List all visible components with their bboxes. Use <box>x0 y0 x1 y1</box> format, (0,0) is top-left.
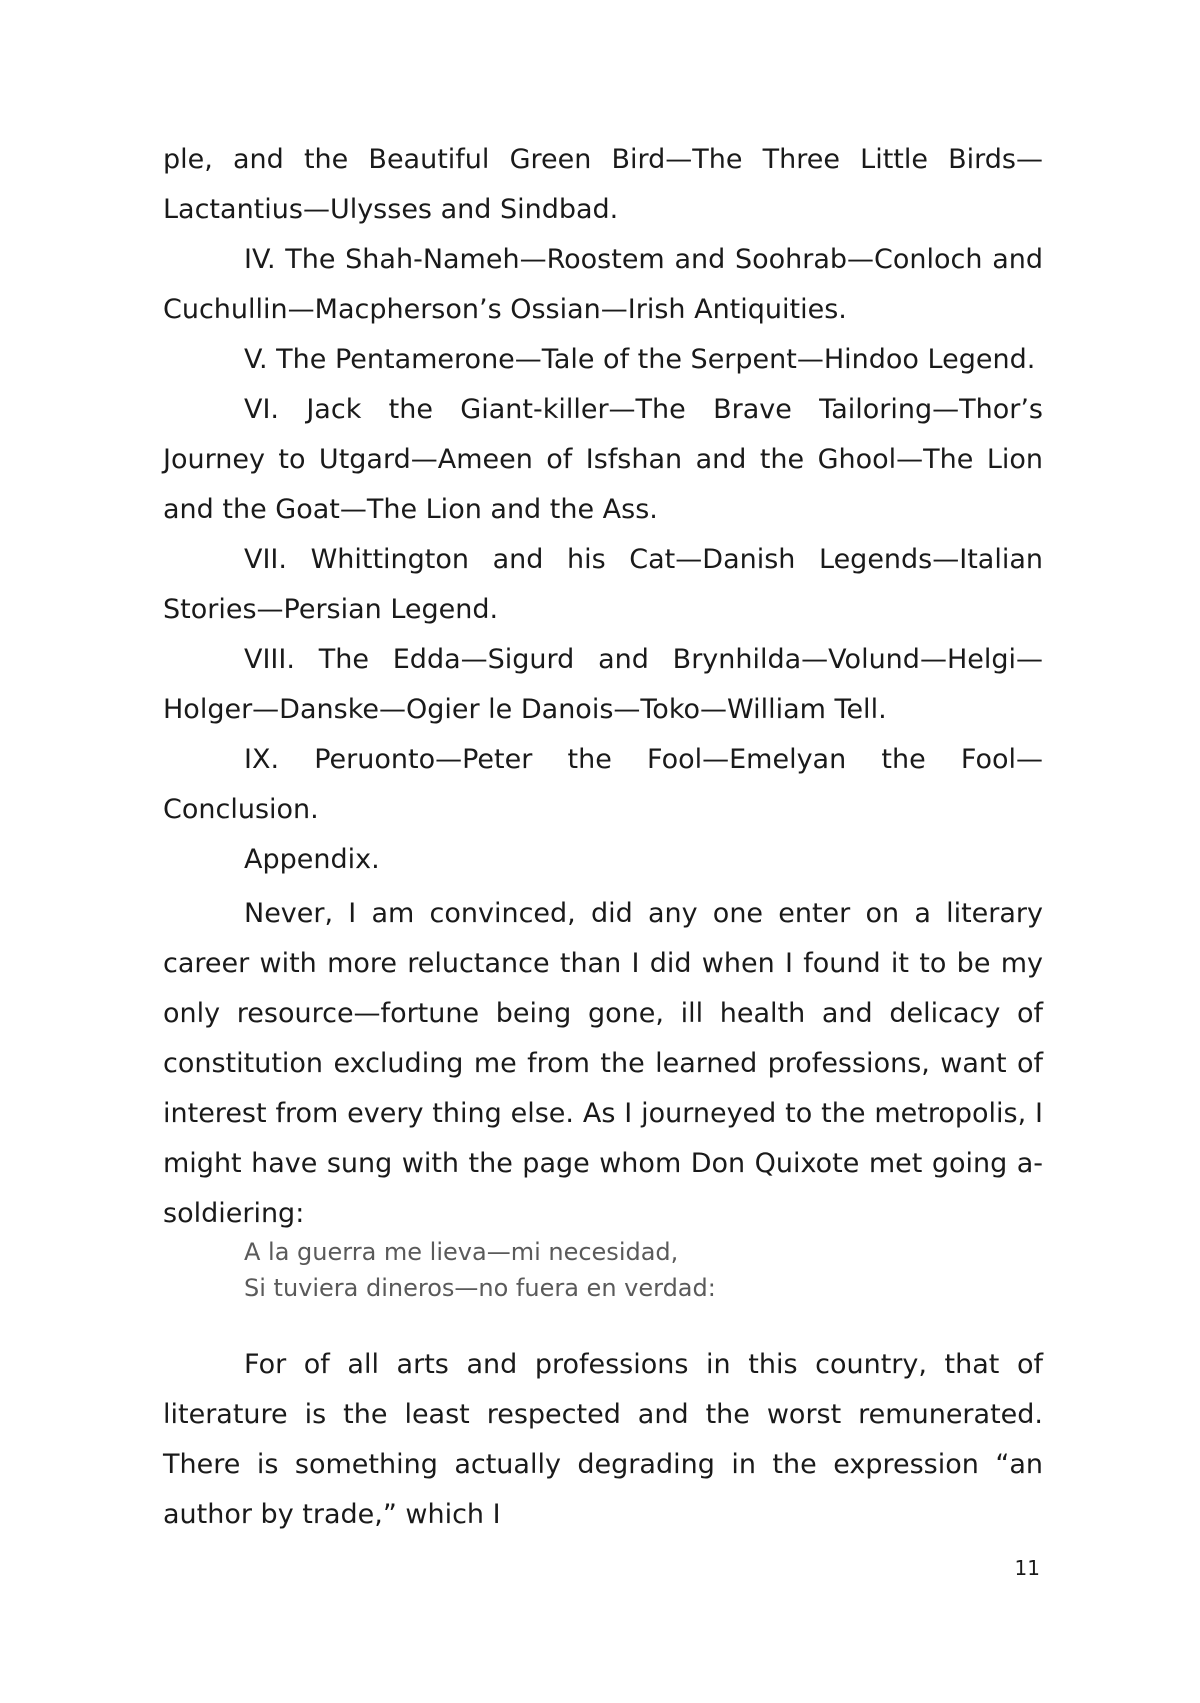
toc-entry-v: V. The Pentamerone—Tale of the Serpent—Hindoo Legend. <box>244 344 1036 375</box>
paragraph-text: For of all arts and professions in this country, that of literature is the least respected and the worst remunerated. There is something actually degrading in the expression “an author by trade,” which I <box>163 1349 1043 1530</box>
verse-quotation <box>244 1234 1004 1306</box>
verse-line-2: Si tuviera dineros—no fuera en verdad: <box>244 1274 716 1302</box>
toc-entry-iv: IV. The Shah-Nameh—Roostem and Soohrab—Conloch and Cuchullin—Macpherson’s Ossian—Irish Antiquities. <box>163 244 1043 325</box>
body-paragraph-2 <box>163 1340 1043 1540</box>
table-of-contents <box>163 135 1043 885</box>
toc-entry-vii: VII. Whittington and his Cat—Danish Legends—Italian Stories—Persian Legend. <box>163 544 1043 625</box>
verse-line-1: A la guerra me lieva—mi necesidad, <box>244 1238 679 1266</box>
toc-entry-continuation: ple, and the Beautiful Green Bird—The Three Little Birds—Lactantius—Ulysses and Sindbad. <box>163 144 1043 225</box>
paragraph-text: Never, I am convinced, did any one enter on a literary career with more reluctance than I did when I found it to be my only resource—fortune being gone, ill health and delicacy of constitution excluding me from the learned professions, want of interest from every thing else. As I journeyed to the metropolis, I might have sung with the page whom Don Quixote met going a-soldiering: <box>163 898 1043 1229</box>
toc-entry-ix: IX. Peruonto—Peter the Fool—Emelyan the Fool—Conclusion. <box>163 744 1043 825</box>
page-number: 11 <box>1014 1556 1040 1580</box>
toc-entry-appendix: Appendix. <box>244 844 380 875</box>
toc-entry-viii: VIII. The Edda—Sigurd and Brynhilda—Volund—Helgi—Holger—Danske—Ogier le Danois—Toko—William Tell. <box>163 644 1043 725</box>
body-paragraph-1 <box>163 889 1043 1239</box>
toc-entry-vi: VI. Jack the Giant-killer—The Brave Tailoring—Thor’s Journey to Utgard—Ameen of Isfshan and the Ghool—The Lion and the Goat—The Lion and the Ass. <box>163 394 1043 525</box>
